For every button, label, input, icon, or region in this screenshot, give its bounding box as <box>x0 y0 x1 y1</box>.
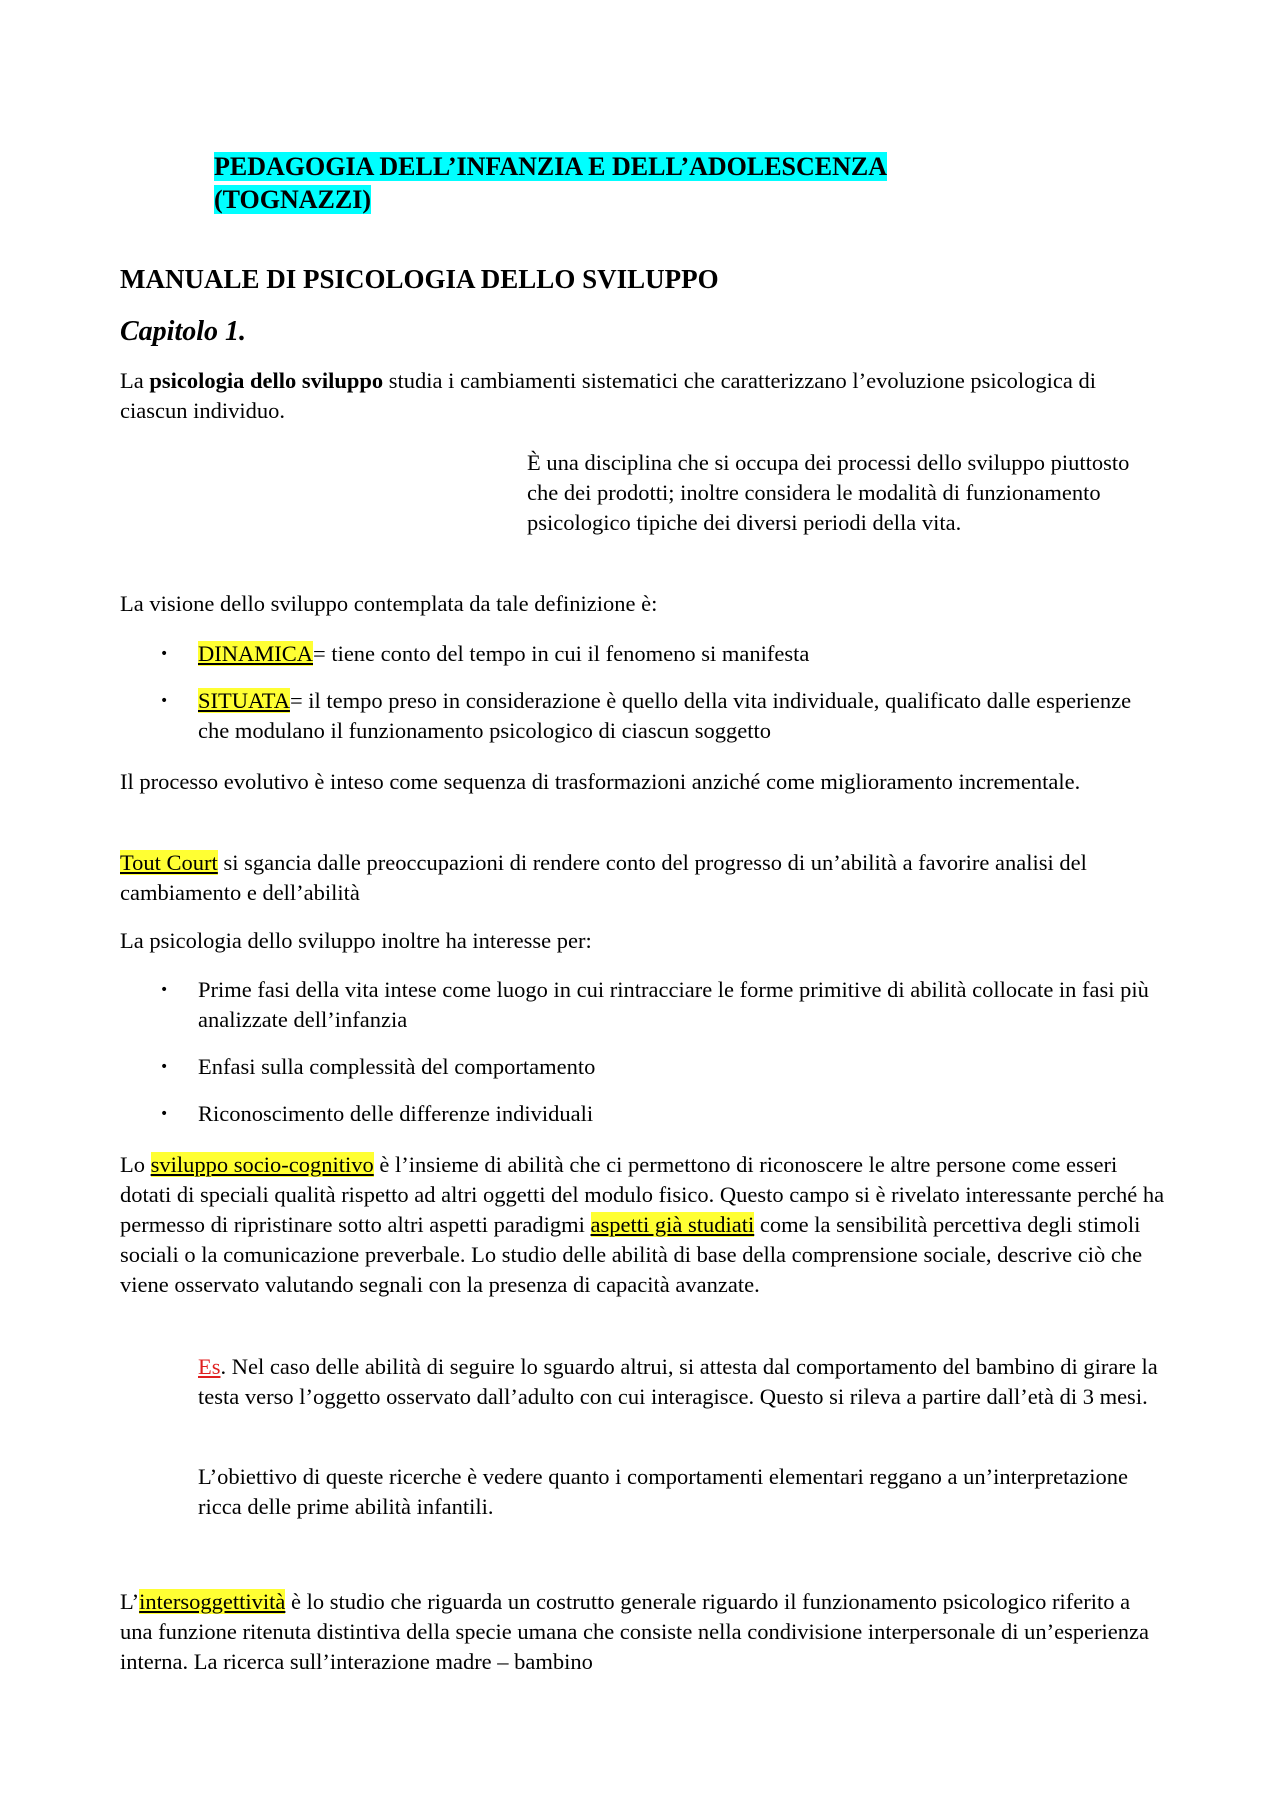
paragraph-objective: L’obiettivo di queste ricerche è vedere quanto i comportamenti elementari reggano a un’interpretazione ricca delle prime abilità infantili. <box>198 1464 1129 1519</box>
paragraph-tout-court <box>120 848 1165 908</box>
document-title <box>214 150 1034 216</box>
p1-post: studia i cambiamenti sistematici che caratterizzano l’evoluzione psicologica di ciascun individuo. <box>120 368 1097 423</box>
p7-post: come la sensibilità percettiva degli stimoli sociali o la comunicazione preverbale. Lo studio delle abilità di base della comprensione sociale, descrive ciò che viene osservato valutando segnali con la presenza di capacità avanzate. <box>120 1212 1143 1297</box>
p1-bold-term: psicologia dello sviluppo <box>149 368 384 393</box>
paragraph-definition <box>120 366 1165 426</box>
paragraph-vision: La visione dello sviluppo contemplata da tale definizione è: <box>120 591 658 616</box>
example-label: Es <box>198 1354 221 1379</box>
term-tout-court: Tout Court <box>120 850 218 875</box>
term-situata: SITUATA <box>198 688 290 713</box>
paragraph-example <box>198 1352 1166 1412</box>
list-item-text: Prime fasi della vita intese come luogo in cui rintracciare le forme primitive di abilità collocate in fasi più analizzate dell’infanzia <box>198 977 1149 1032</box>
bullet-list-interest <box>120 975 1165 1146</box>
bullet-icon: • <box>160 982 169 998</box>
term-dinamica: DINAMICA <box>198 641 313 666</box>
term-aspetti-gia-studiati: aspetti già studiati <box>590 1212 755 1237</box>
bullet-icon: • <box>160 1059 169 1075</box>
chapter-heading: Capitolo 1. <box>120 316 247 347</box>
p10-post: è lo studio che riguarda un costrutto generale riguardo il funzionamento psicologico riferito a una funzione ritenuta distintiva della specie umana che consiste nella condivisione interpersonale di un’esperienza interna. La ricerca sull’interazione madre – bambino <box>120 1589 1150 1674</box>
paragraph-indented: È una disciplina che si occupa dei processi dello sviluppo piuttosto che dei prodotti; inoltre considera le modalità di funzionamento psicologico tipiche dei diversi periodi della vita. <box>527 450 1130 535</box>
p1-pre: La <box>120 368 150 393</box>
list-item-text: Riconoscimento delle differenze individuali <box>198 1101 594 1126</box>
list-item <box>120 1099 1165 1129</box>
p8-text: . Nel caso delle abilità di seguire lo sguardo altrui, si attesta dal comportamento del bambino di girare la testa verso l’oggetto osservato dall’adulto con cui interagisce. Questo si rileva a partire dall’età di 3 mesi. <box>198 1354 1158 1409</box>
term-sviluppo-socio-cognitivo: sviluppo socio-cognitivo <box>150 1152 374 1177</box>
list-item <box>120 1052 1165 1082</box>
title-line-1: PEDAGOGIA DELL’INFANZIA E DELL’ADOLESCENZA <box>214 152 888 181</box>
list-item <box>120 686 1165 746</box>
paragraph-interest: La psicologia dello sviluppo inoltre ha interesse per: <box>120 928 592 953</box>
paragraph-socio-cognitive <box>120 1150 1165 1300</box>
bullet-icon: • <box>160 693 169 709</box>
bullet-icon: • <box>160 1106 169 1122</box>
list-item <box>120 639 1165 669</box>
p7-mid: è l’insieme di abilità che ci permettono di riconoscere le altre persone come esseri dotati di speciali qualità rispetto ad altri oggetti del modulo fisico. Questo campo si è rivelato interessante perché ha permesso di ripristinare sotto altri aspetti paradigmi <box>120 1152 1165 1237</box>
list-item-text: = tiene conto del tempo in cui il fenomeno si manifesta <box>313 641 810 666</box>
p7-pre: Lo <box>120 1152 151 1177</box>
list-item-text: = il tempo preso in considerazione è quello della vita individuale, qualificato dalle esperienze che modulano il funzionamento psicologico di ciascun soggetto <box>198 688 1132 743</box>
manual-title: MANUALE DI PSICOLOGIA DELLO SVILUPPO <box>120 264 719 294</box>
p10-pre: L’ <box>120 1589 140 1614</box>
term-intersoggettivita: intersoggettività <box>139 1589 286 1614</box>
bullet-list-vision <box>120 639 1165 763</box>
list-item-text: Enfasi sulla complessità del comportamento <box>198 1054 596 1079</box>
bullet-icon: • <box>160 646 169 662</box>
paragraph-intersubjectivity <box>120 1587 1165 1677</box>
title-line-2: (TOGNAZZI) <box>214 185 371 214</box>
list-item <box>120 975 1165 1035</box>
p5-text: si sgancia dalle preoccupazioni di rendere conto del progresso di un’abilità a favorire analisi del cambiamento e dell’abilità <box>120 850 1087 905</box>
paragraph-process: Il processo evolutivo è inteso come sequenza di trasformazioni anziché come miglioramento incrementale. <box>120 769 1081 794</box>
